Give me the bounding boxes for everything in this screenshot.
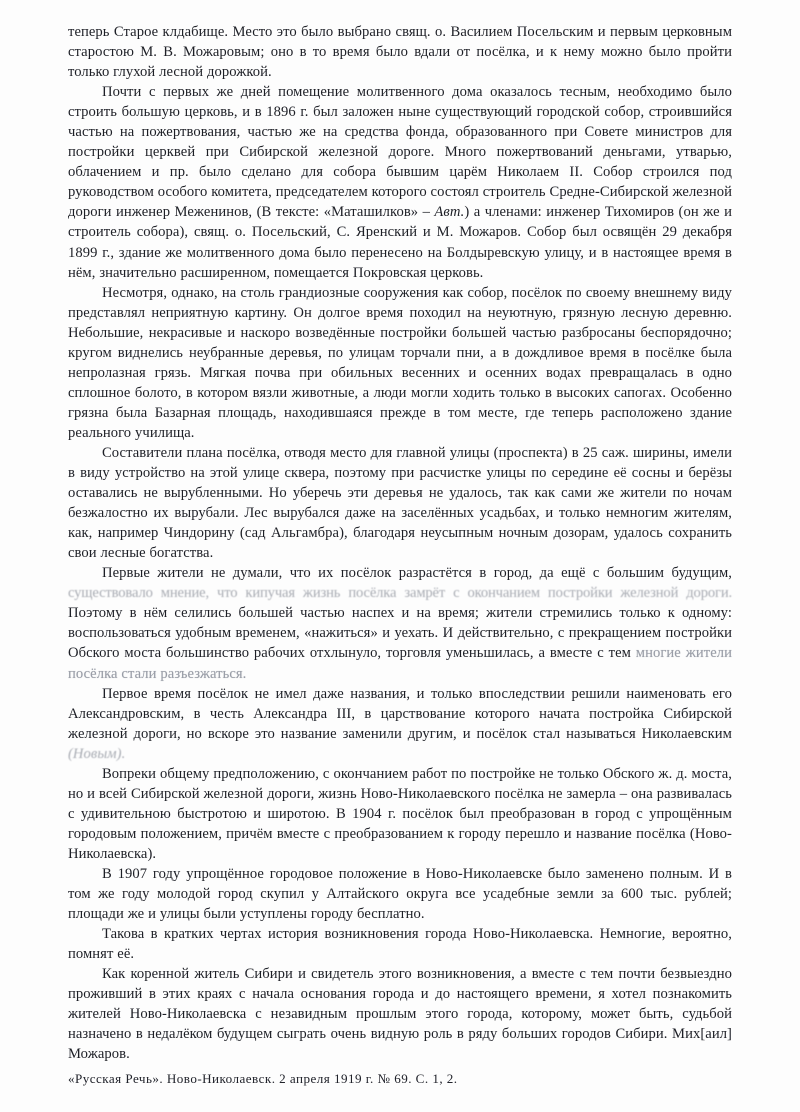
paragraph-5-lead: Первые жители не думали, что их посёлок разрастётся в город, да ещё с большим будущим, xyxy=(102,565,732,582)
paragraph-9: Такова в кратких чертах история возникновения города Ново-Николаевска. Немногие, вероятно, помнят её. xyxy=(68,926,732,963)
paragraph-5-rest: Поэтому в нём селились большей частью наспех и на время; жители стремились только к одному: воспользоваться удобным временем, «нажиться» и уехать. И действительно, с прекращением постройки Обского моста большинство рабочих отхлынуло, торговля уменьшилась, а вместе с тем xyxy=(68,605,732,662)
paragraph-7: Вопреки общему предположению, с окончанием работ по постройке не только Обского ж. д. моста, но и всей Сибирской железной дороги, жизнь Ново-Николаевского посёлка не замерла – она развивалась с удивительною быстротою и широтою. В 1904 г. посёлок был преобразован в город с упрощённым городовым положением, причём вместе с преобразованием к городу перешло и название посёлка (Ново-Николаевска). xyxy=(68,765,732,862)
paragraph-10: Как коренной житель Сибири и свидетель этого возникновения, а вместе с тем почти безвыездно проживший в этих краях с начала основания города и до настоящего времени, я хотел познакомить жителей Ново-Николаевска с незавидным прошлым этого города, которому, может быть, судьбой назначено в недалёком будущем сыграть очень видную роль в ряду больших городов Сибири. Мих[аил] Можаров. xyxy=(68,966,732,1063)
paragraph-8: В 1907 году упрощённое городовое положение в Ново-Николаевске было заменено полным. И в том же году молодой город скупил у Алтайского округа все усадебные земли за 600 тыс. рублей; площади же и улицы были уступлены городу бесплатно. xyxy=(68,865,732,923)
document-body xyxy=(68,22,732,1064)
paragraph-4: Составители плана посёлка, отводя место для главной улицы (проспекта) в 25 саж. ширины, имели в виду устройство на этой улице сквера, поэтому при расчистке улицы по середине её сосны и берёзы оставались не вырубленными. Но уберечь эти деревья не удалось, так как сами же жители по ночам безжалостно их вырубали. Лес вырубался даже на заселённых усадьбах, и только немногим жителям, как, например Чиндорину (сад Альгамбра), благодаря неусыпным ночным дозорам, удалось сохранить свои лесные богатства. xyxy=(68,444,732,562)
paragraph-5 xyxy=(68,563,732,683)
paragraph-6-text: Первое время посёлок не имел даже названия, и только впоследствии решили наименовать его Александровским, в честь Александра III, в царствование которого начата постройка Сибирской железной дороги, но вскоре это название заменили другим, и посёлок стал называться Николаевским xyxy=(68,685,732,742)
editorial-note-italic: Авт. xyxy=(434,204,465,221)
paragraph-3: Несмотря, однако, на столь грандиозные сооружения как собор, посёлок по своему внешнему виду представлял неприятную картину. Он долгое время походил на неуютную, грязную лесную деревню. Небольшие, некрасивые и наскоро возведённые постройки большей частью разбросаны беспорядочно; кругом виднелись неубранные деревья, по улицам торчали пни, а в дождливое время в посёлке была непролазная грязь. Мягкая почва при обильных весенних и осенних водах превращалась в одно сплошное болото, в котором вязли животные, а люди могли ходить только в высоких сапогах. Особенно грязна была Базарная площадь, находившаяся прежде в том месте, где теперь расположено здание реального училища. xyxy=(68,284,732,441)
paragraph-6-faded-tail: (Новым). xyxy=(68,745,126,762)
paragraph-2-text: Почти с первых же дней помещение молитвенного дома оказалось тесным, необходимо было строить большую церковь, и в 1896 г. был заложен ныне существующий городской собор, строившийся частью на пожертвования, частью же на средства фонда, образованного при Совете министров для постройки церквей при Сибирской железной дороге. Много пожертвований деньгами, утварью, облачением и пр. было сделано для собора бывшим царём Николаем II. Собор строился под руководством особого комитета, председателем которого состоял строитель Средне-Сибирской железной дороги инженер Меженинов, (В тексте: «Маташилков» – Авт.) а членами: инженер Тихомиров (он же и строитель собора), свящ. о. Посельский, С. Яренский и М. Можаров. Собор был освящён 29 декабря 1899 г., здание же молитвенного дома было перенесено на Болдыревскую улицу, и в настоящее время в нём, значительно расширенном, помещается Покровская церковь. xyxy=(68,84,733,281)
paragraph-2 xyxy=(68,82,732,282)
source-citation: «Русская Речь». Ново-Николаевск. 2 апреля 1919 г. № 69. С. 1, 2. xyxy=(68,1071,458,1086)
paragraph-1: теперь Старое клдабище. Место это было выбрано свящ. о. Василием Посельским и первым церковным старостою М. В. Можаровым; оно в то время было вдали от посёлка, и к нему можно было пройти только глухой лесной дорожкой. xyxy=(68,24,732,81)
paragraph-5-faded-line: существовало мнение, что кипучая жизнь посёлка замрёт с окончанием постройки железной дороги. xyxy=(68,585,732,602)
paragraph-5-faded-tail: многие жители посёлка стали разъезжаться. xyxy=(68,645,732,682)
paragraph-6 xyxy=(68,684,732,764)
